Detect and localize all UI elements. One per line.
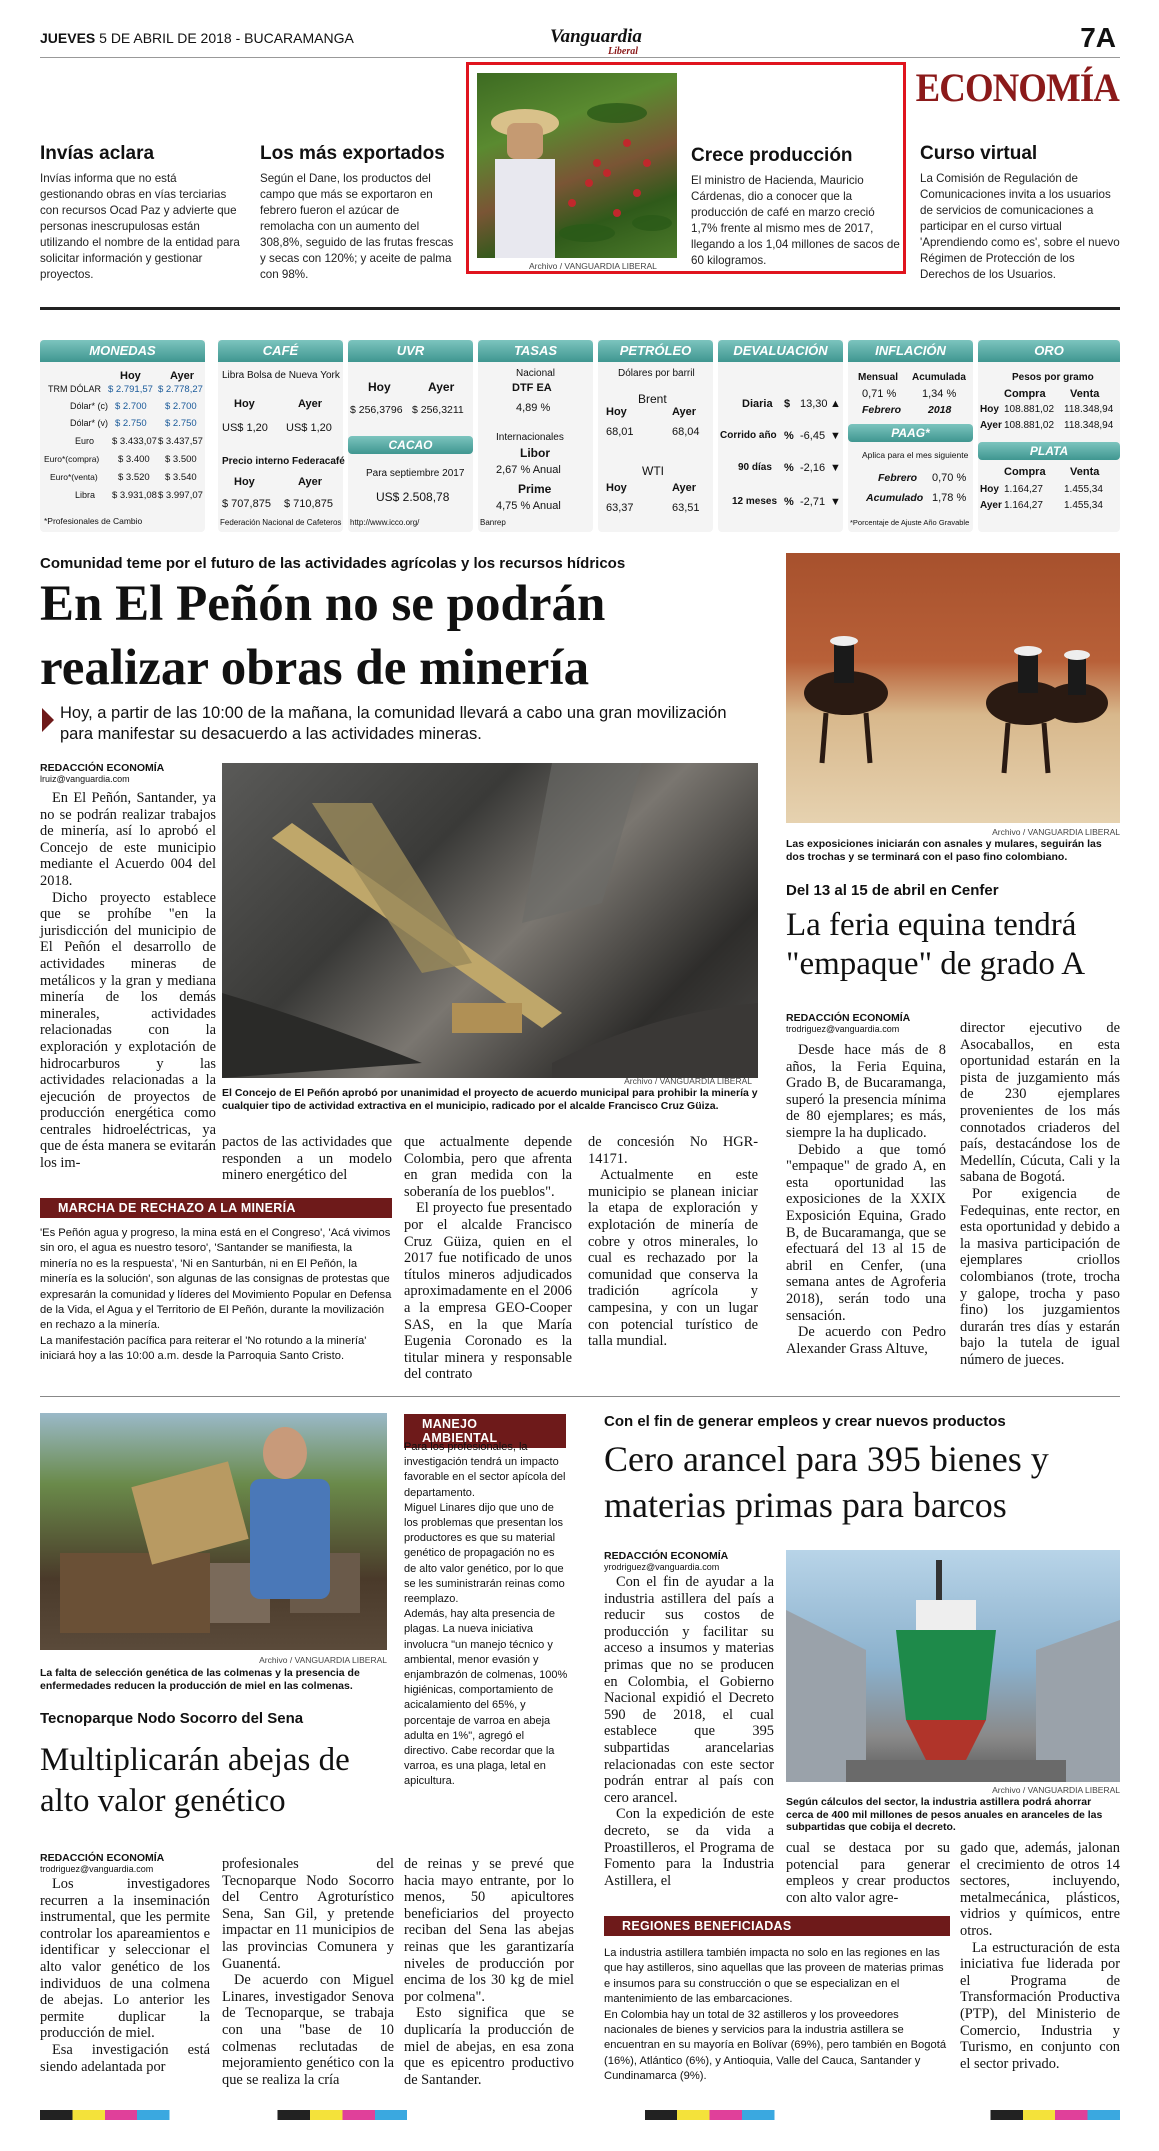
market-inflacion: INFLACIÓN Mensual Acumulada 0,71 % 1,34 % Febrero 2018 PAAG* Aplica para el mes siguiente Febrero 0,70 % Acumulado 1,78 % *Porcentaje de Ajuste Año Gravable [848,340,973,532]
box-text-manejo: Para los profesionales, la investigación tendrá un impacto favorable en el sector apícola del departamento. Miguel Linares dijo que uno de los problemas que presentan los productores es que su material genético de propagación no es de alto valor genético, por lo que se les suministrarán reinas como reemplazo. Además, hay alta presencia de plagas. La nueva iniciativa involucra "un manejo técnico y ambiental, menor evasión y enjambrazón de colmenas, 100% higiénicas, comportamiento de acicalamiento del 65%, y porcentaje de varroa en abeja adulta en 1%", agregó el directivo. Cabe recordar que la varroa, es una plaga, letal en apicultura. [404,1441,568,1788]
main-headline[interactable]: En El Peñón no se podrán realizar obras de minería [40,576,606,696]
arancel-caption: Según cálculos del sector, la industria astillera podrá ahorrar cerca de 400 mil millones de pesos anuales en aranceles de las subpartidas que cobija el decreto. [786,1796,1103,1833]
main-deck: Hoy, a partir de las 10:00 de la mañana, la comunidad llevará a cabo una gran movilización para manifestar su desacuerdo a las actividades mineras. [60,704,727,743]
horses-photo [786,553,1120,823]
divider [40,307,1120,310]
brief-title: Crece producción [691,145,853,166]
brief-text: Invías informa que no está gestionando obras en vías terciarias con recursos Ocad Paz y advierte que personas inescrupulosas están utilizando el nombre de la entidad para solicitar información y gestionar proyectos. [40,172,240,281]
market-petroleo: PETRÓLEO Dólares por barril Brent Hoy Ayer 68,01 68,04 WTI Hoy Ayer 63,37 63,51 [598,340,713,532]
photo-credit: Archivo / VANGUARDIA LIBERAL [624,1076,752,1086]
arancel-col-3: gado que, además, jalonan el crecimiento de otros 14 sectores, incluyendo, metalmecánica, plásticos, vidrios y químicos, entre otros. La estructuración de esta iniciativa fue liderada por el Programa de Transformación Productiva (PTP), del Ministerio de Comercio, Industria y Turismo, en conjunto con el sector privado. [960,1840,1120,2072]
brief-title: Curso virtual [920,143,1038,164]
arancel-col-2: cual se destaca por su potencial para generar empleos y crear productos con alto valor agre- [786,1840,950,1906]
beekeeper-photo [40,1413,387,1650]
box-title-marcha: MARCHA DE RECHAZO A LA MINERÍA [40,1198,392,1218]
market-title: MONEDAS [40,340,205,362]
main-col-4: de concesión No HGR-14171. Actualmente en este municipio se planean iniciar la etapa de exploración y explotación de minería de cobre y otros minerales, lo cual es rechazado por la comunidad que conserva la tradición agrícola y campesina, y con un lugar con potencial turístico de talla mundial. [588,1134,758,1350]
main-col-3: que actualmente depende Colombia, pero que afrenta en gran medida con la soberanía de los pueblos". El proyecto fue presentado por el alcalde Francisco Cruz Güiza, quien en el 2017 fue notificado de unos títulos mineros adjudicados aproximadamente en el 2006 a la empresa GEO-Cooper SAS, en la que María Eugenia Coronado es la titular minera y responsable del contrato [404,1134,572,1383]
divider [40,1396,1120,1397]
deck-marker [42,708,54,732]
abejas-byline: REDACCIÓN ECONOMÍA trodriguez@vanguardia.com [40,1852,165,1874]
page-number: 7A [1080,22,1116,53]
feria-col-1: Desde hace más de 8 años, la Feria Equina, Grado B, de Bucaramanga, superó la presencia mínima de 80 ejemplares; es más, siempre la ha duplicado. Debido a que tomó "empaque" de grado A, en esta oportunidad las exposiciones de la XXIX Exposición Equina, Grado B, de Bucaramanga, que se efectuará del 13 al 15 de abril en Cenfer, (una semana antes de Agroferia 2018), serán todo una sensación. De acuerdo con Pedro Alexander Grass Altuve, [786,1042,946,1357]
brief-text: La Comisión de Regulación de Comunicaciones invita a los usuarios de servicios de comunicaciones a participar en el curso virtual 'Aprendiendo como es', sobre el nuevo Régimen de Protección de los Derechos de los Usuarios. [920,172,1120,281]
box-title-manejo: MANEJO AMBIENTAL [404,1414,566,1448]
brief-curso [920,143,1125,283]
box-text-regiones: La industria astillera también impacta no solo en las regiones en las que hay astilleros, sino aquellas que las proveen de materias primas e insumos para su construcción o que se especializan en el mantenimiento de las embarcaciones. En Colombia hay un total de 32 astilleros y los proveedores nacionales de bienes y servicios para la industria astillera se encuentran en su mayoría en Bolívar (69%), pero también en Bogotá (16%), Atlántico (6%), y Antioquia, Valle del Cauca, Santander y Cundinamarca (9%). [604,1947,947,2083]
main-col-1: En El Peñón, Santander, ya no se podrán realizar trabajos de minería, así lo aprobó el Concejo de este municipio mediante el Acuerdo 004 del 2018. Dicho proyecto establece que se prohíbe "en la jurisdicción del municipio de El Peñón el desarrollo de actividades mineras de metálicos y la gran y mediana minería de los demás minerales, actividades relacionadas con la exploración y explotación de hidrocarburos y las actividades relacionadas a la ejecución de proyectos de producción energética como centrales hidroeléctricas, ya que de ésta manera se evitarán los im- [40,790,216,1172]
abejas-col-1: Los investigadores recurren a la inseminación instrumental, que les permite controlar los apareamientos e identificar y seleccionar el alto valor genético de los individuos de una colmena de abejas. Lo anterior les permite duplicar la producción de miel. Esa investigación está siendo adelantada por [40,1876,210,2075]
brief-text: Según el Dane, los productos del campo que más se exportaron en febrero fueron el azúcar de remolacha con un aumento del 308,8%, seguido de las frutas frescas y secas con 120%; y aceite de palma con 98%. [260,172,454,281]
arancel-kicker: Con el fin de generar empleos y crear nuevos productos [604,1413,1006,1430]
brief-invias [40,143,240,283]
main-byline: REDACCIÓN ECONOMÍA lruiz@vanguardia.com [40,762,165,784]
newspaper-logo[interactable]: Vanguardia [550,26,642,47]
arancel-headline[interactable]: Cero arancel para 395 bienes y materias primas para barcos [604,1439,1049,1525]
market-uvr: UVR Hoy Ayer $ 256,3796 $ 256,3211 CACAO Para septiembre 2017 US$ 2.508,78 http://www.icco.org/ [348,340,473,532]
brief-crece [691,145,903,269]
main-kicker: Comunidad teme por el futuro de las actividades agrícolas y los recursos hídricos [40,555,626,572]
box-text-marcha: 'Es Peñón agua y progreso, la mina está en el Congreso', 'Acá vivimos sin oro, el agua es nuestro tesoro', 'Santander se manifiesta, la minería no es la respuesta', 'Ni en Santurbán, ni en El Peñón, la minería es la solución', son algunas de las consignas de protestas que expresarán la comunidad y líderes del Movimiento Popular en Defensa de la Vida, el Agua y el Territorio de El Peñón, durante la movilización en rechazo a la minería. La manifestación pacífica para reiterar el 'No rotundo a la minería' iniciará hoy a las 10:00 a.m. desde la Parroquia Santo Cristo. [40,1227,392,1363]
section-title: ECONOMÍA [915,65,1119,110]
newspaper-logo-sub: Liberal [608,46,638,57]
featured-brief[interactable] [466,62,906,274]
abejas-kicker: Tecnoparque Nodo Socorro del Sena [40,1710,304,1727]
abejas-caption: La falta de selección genética de las colmenas y la presencia de enfermedades reducen la producción de miel en las colmenas. [40,1667,360,1692]
brief-exportados [260,143,456,283]
market-cafe: CAFÉ Libra Bolsa de Nueva York Hoy Ayer US$ 1,20 US$ 1,20 Precio interno Federacafé Hoy Ayer $ 707,875 $ 710,875 Federación Nacional de Cafeteros [218,340,343,532]
ship-photo [786,1550,1120,1782]
header-date: JUEVES 5 DE ABRIL DE 2018 - BUCARAMANGA [40,30,354,46]
page-header [40,24,1120,58]
market-tasas: TASAS Nacional DTF EA 4,89 % Internacionales Libor 2,67 % Anual Prime 4,75 % Anual Banrep [478,340,593,532]
abejas-col-3: de reinas y se prevé que hacia mayo entrante, por lo menos, 50 apicultores beneficiarios del proyecto reciban del Sena las abejas reinas que les garantizaría niveles de producción por encima de los 30 kg de miel por colmena". Esto significa que se duplicaría la producción de miel de abejas, en esa zona que es epicentro productivo de Santander. [404,1856,574,2088]
photo-credit: Archivo / VANGUARDIA LIBERAL [529,261,657,271]
photo-credit: Archivo / VANGUARDIA LIBERAL [992,1785,1120,1795]
feria-headline[interactable]: La feria equina tendrá "empaque" de grado A [786,907,1086,982]
market-devaluacion: DEVALUACIÓN Diaria $ 13,30 ▲ Corrido año % -6,45 ▼ 90 días % -2,16 ▼ 12 meses % -2,71 ▼ [718,340,843,532]
photo-credit: Archivo / VANGUARDIA LIBERAL [259,1655,387,1665]
brief-text: El ministro de Hacienda, Mauricio Cárdenas, dio a conocer que la producción de café en marzo creció 1,7% frente al mismo mes de 2017, llegando a los 1,04 millones de sacos de 60 kilogramos. [691,174,900,267]
main-caption: El Concejo de El Peñón aprobó por unanimidad el proyecto de acuerdo municipal para prohibir la minería y cualquier tipo de actividad extractiva en el municipio, radicado por el alcalde Francisco Cruz Güiza. [222,1087,758,1112]
abejas-headline[interactable]: Multiplicarán abejas de alto valor genético [40,1742,350,1819]
box-title-regiones: REGIONES BENEFICIADAS [604,1916,950,1936]
brief-title: Los más exportados [260,143,445,164]
feria-col-2: director ejecutivo de Asocaballos, en esta oportunidad estarán en la pista de juzgamiento más de 230 ejemplares provenientes de los más connotados criaderos del país, destacándose los de Medellín, Cúcuta, Cali y la sabana de Bogotá. Por exigencia de Fedequinas, ente rector, en esta oportunidad y debido a la masiva participación de ejemplares criollos colombianos (trote, trocha y galope, trocha y paso fino) los juzgamientos durarán tres días y estarán bajo la tutela de igual número de jueces. [960,1020,1120,1368]
arancel-byline: REDACCIÓN ECONOMÍA yrodriguez@vanguardia.com [604,1550,729,1572]
feria-caption: Las exposiciones iniciarán con asnales y mulares, seguirán las dos trochas y se terminará con el paso fino colombiano. [786,838,1102,863]
feria-kicker: Del 13 al 15 de abril en Cenfer [786,882,999,899]
brief-title: Invías aclara [40,143,155,164]
feria-byline: REDACCIÓN ECONOMÍA trodriguez@vanguardia.com [786,1012,911,1034]
color-registration-bar [40,2110,1120,2120]
abejas-col-2: profesionales del Tecnoparque Nodo Socorro del Centro Agroturístico Sena, San Gil, y pretende impactar en 11 municipios de las provincias Comunera y Guanentá. De acuerdo con Miguel Linares, investigador Senova de Tecnoparque, se trabaja con una "base de 10 colmenas reclutadas de mejoramiento genético con la que se realiza la cría [222,1856,394,2088]
mining-photo [222,763,758,1078]
arancel-col-1: Con el fin de ayudar a la industria astillera del país a reducir sus costos de producción y facilitar su acceso a insumos y materias primas que no se producen en Colombia, el Gobierno Nacional expidió el Decreto 590 de 2018, el cual establece que 395 subpartidas arancelarias relacionadas con este sector podrán entrar al país con cero arancel. Con la expedición de este decreto, se da vida a Proastilleros, el Programa de Fomento para la Industria Astillera, el [604,1574,774,1889]
market-monedas: MONEDAS Hoy Ayer TRM DÓLAR $ 2.791,57 $ 2.778,27 Dólar* (c) $ 2.700 $ 2.700 Dólar* (v) $ 2.750 $ 2.750 Euro $ 3.433,07 $ 3.437,57 Euro*(compra) $ 3.400 $ 3.500 Euro*(venta) $ 3.520 $ 3.540 Libra $ 3.931,08 $ 3.997,07 *Profesionales de Cambio [40,340,205,532]
coffee-farmer-photo [477,73,677,258]
main-col-2: pactos de las actividades que responden a un modelo minero energético del [222,1134,392,1184]
market-oro: ORO Pesos por gramo Compra Venta Hoy 108.881,02 118.348,94 Ayer 108.881,02 118.348,94 PLATA Compra Venta Hoy 1.164,27 1.455,34 Ayer 1.164,27 1.455,34 [978,340,1120,532]
photo-credit: Archivo / VANGUARDIA LIBERAL [992,827,1120,837]
